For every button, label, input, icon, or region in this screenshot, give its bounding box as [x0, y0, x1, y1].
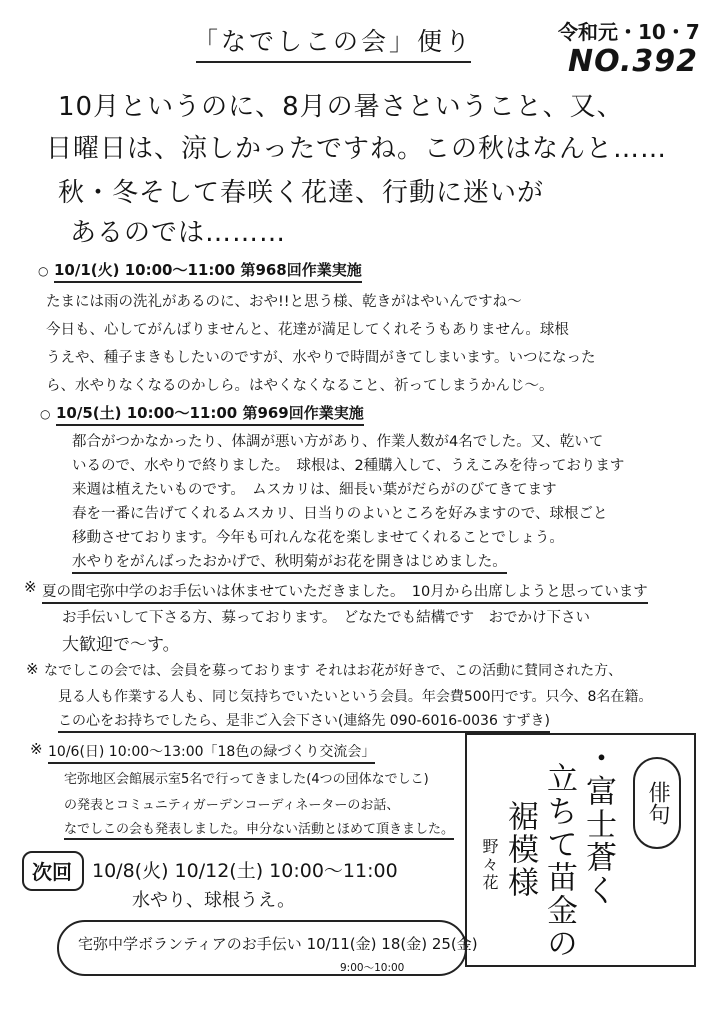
- notice-line: 宅弥地区会館展示室5名で行ってきました(4つの団体なでしこ): [64, 772, 429, 787]
- section-line: いるので、水やりで終りました。 球根は、2種購入して、うえこみを待っております: [72, 458, 625, 474]
- notice-line: この心をお持ちでしたら、是非ご入会下さい(連絡先 090-6016-0036 すずき): [58, 710, 550, 733]
- notice-line: なでしこの会では、会員を募っております それはお花が好きで、この活動に賛同された方、: [44, 663, 623, 679]
- haiku-badge-label: 俳句: [645, 781, 670, 825]
- notice-line: 大歓迎で〜す。: [62, 635, 180, 655]
- newsletter-title: 「なでしこの会」便り: [193, 27, 474, 56]
- volunteer-info: 宅弥中学ボランティアのお手伝い 10/11(金) 18(金) 25(金): [78, 935, 478, 953]
- haiku-column: 立ちて苗金の: [541, 762, 577, 960]
- notice-line: なでしこの会も発表しました。申分ない活動とほめて頂きました。: [64, 818, 454, 840]
- haiku-badge: [633, 757, 681, 849]
- intro-line: あるのでは………: [70, 218, 287, 248]
- section-line: 春を一番に告げてくれるムスカリ、日当りのよいところを好みますので、球根ごと: [72, 506, 608, 522]
- note-mark: ※: [26, 660, 39, 678]
- section-line: 移動させております。今年も可れんな花を楽しませてくれることでしょう。: [72, 530, 564, 546]
- next-tasks: 水やり、球根うえ。: [132, 890, 296, 911]
- intro-line: 秋・冬そして春咲く花達、行動に迷いが: [58, 178, 545, 208]
- next-label: 次回: [32, 860, 72, 884]
- intro-line: 日曜日は、涼しかったですね。この秋はなんと……: [46, 134, 668, 164]
- issue-number: NO.392: [568, 44, 698, 79]
- title-underline: [196, 61, 471, 63]
- section-line: たまには雨の洗礼があるのに、おや!!と思う様、乾きがはやいんですね〜: [46, 294, 522, 310]
- section-heading: 10/1(火) 10:00〜11:00 第968回作業実施: [54, 259, 362, 283]
- section-line: 都合がつかなかったり、体調が悪い方があり、作業人数が4名でした。又、乾いて: [72, 434, 604, 450]
- notice-line: 夏の間宅弥中学のお手伝いは休ませていただきました。 10月から出席しようと思っています: [42, 580, 648, 604]
- intro-line: 10月というのに、8月の暑さということ、又、: [58, 92, 624, 122]
- bullet-icon: ○: [40, 407, 51, 421]
- notice-line: 見る人も作業する人も、同じ気持ちでいたいという会員。年会費500円です。只今、8名在籍。: [58, 689, 653, 705]
- bullet-icon: ○: [38, 264, 49, 278]
- notice-line: 10/6(日) 10:00〜13:00「18色の緑づくり交流会」: [48, 741, 375, 764]
- section-line: 水やりをがんばったおかげで、秋明菊がお花を開きはじめました。: [72, 550, 507, 574]
- notice-line: の発表とコミュニティガーデンコーディネーターのお話、: [64, 798, 400, 813]
- section-line: ら、水やりなくなるのかしら。はやくなくなること、祈ってしまうかんじ〜。: [46, 378, 554, 394]
- section-line: 来週は植えたいものです。 ムスカリは、細長い葉がだらがのびてきてます: [72, 482, 557, 498]
- haiku-author: 野々花: [480, 838, 499, 892]
- haiku-column: 裾模様: [502, 800, 538, 899]
- volunteer-time: 9:00〜10:00: [340, 962, 405, 974]
- note-mark: ※: [24, 578, 37, 596]
- notice-line: お手伝いして下さる方、募っております。 どなたでも結構です おでかけ下さい: [62, 610, 590, 626]
- section-heading: 10/5(土) 10:00〜11:00 第969回作業実施: [56, 402, 364, 426]
- issue-date: 令和元・10・7: [558, 20, 700, 44]
- haiku-column: ・富士蒼く: [580, 742, 616, 907]
- section-line: うえや、種子まきもしたいのですが、水やりで時間がきてしまいます。いつになった: [46, 350, 596, 366]
- section-line: 今日も、心してがんばりませんと、花達が満足してくれそうもありません。球根: [46, 322, 569, 338]
- next-schedule: 10/8(火) 10/12(土) 10:00〜11:00: [92, 860, 398, 882]
- note-mark: ※: [30, 740, 43, 758]
